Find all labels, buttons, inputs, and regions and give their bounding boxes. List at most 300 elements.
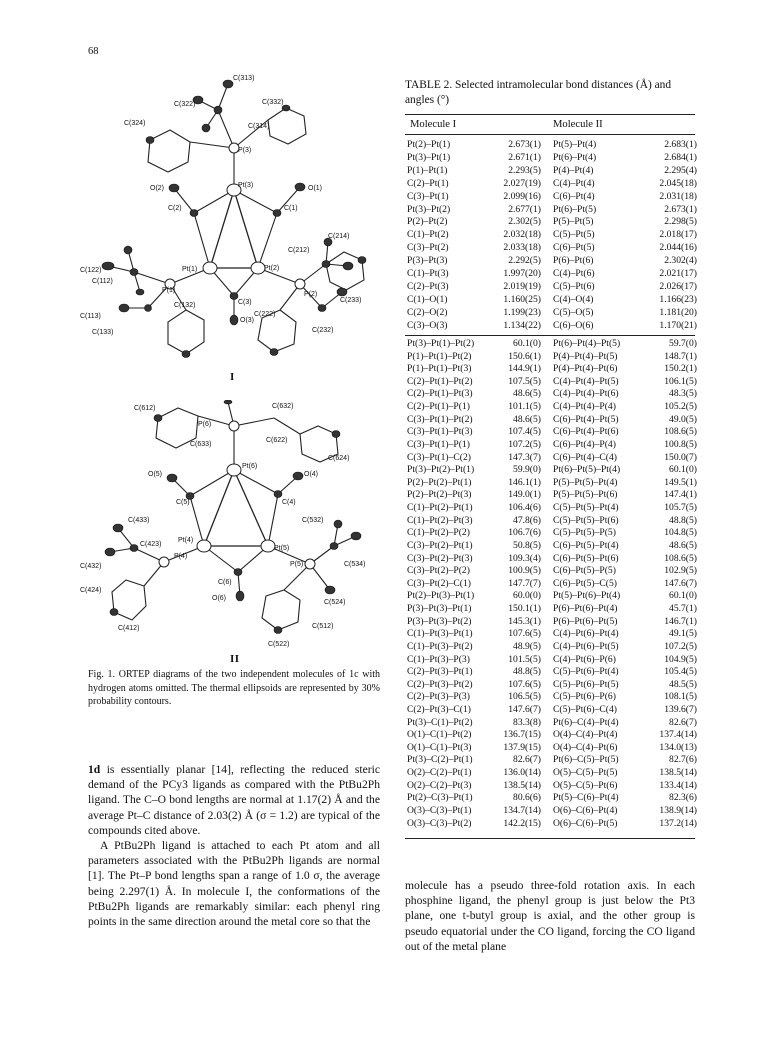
table-cell: 102.9(5) — [664, 565, 697, 577]
table-cell: 1.166(23) — [659, 293, 697, 305]
table-cell: Pt(3)–C(2)–Pt(1) — [407, 754, 473, 766]
svg-text:C(424): C(424) — [80, 587, 102, 594]
table-cell: C(2)–Pt(3) — [407, 280, 449, 292]
table-header-rule — [405, 134, 695, 135]
table-cell: 106.7(6) — [508, 527, 541, 539]
table-cell: 138.9(14) — [659, 804, 697, 816]
table-cell: 106.4(6) — [508, 502, 541, 514]
table-cell: C(6)–Pt(5)–C(5) — [553, 577, 617, 589]
svg-text:C(222): C(222) — [254, 311, 276, 318]
table-cell: 108.6(5) — [664, 552, 697, 564]
svg-text:O(4): O(4) — [304, 471, 318, 478]
table-cell: C(1)–O(1) — [407, 293, 448, 305]
table-row — [405, 527, 695, 540]
svg-text:C(522): C(522) — [268, 641, 290, 648]
table-row — [405, 654, 695, 667]
table-row — [405, 691, 695, 704]
table-cell: 101.5(5) — [508, 653, 541, 665]
table-cell: C(2)–Pt(3)–Pt(1) — [407, 666, 473, 678]
paragraph-1 — [88, 762, 380, 838]
table-cell: C(3)–Pt(2) — [407, 242, 449, 254]
table-cell: P(2)–Pt(2)–Pt(3) — [407, 489, 472, 501]
table-row — [405, 578, 695, 591]
table-row — [405, 616, 695, 629]
table-cell: 2.032(18) — [503, 229, 541, 241]
table-cell: 107.6(5) — [508, 678, 541, 690]
table-cell: O(3)–C(3)–Pt(2) — [407, 817, 472, 829]
table-cell: 2.677(1) — [508, 203, 541, 215]
table-cell: P(6)–Pt(6)–Pt(4) — [553, 603, 618, 615]
table-row — [405, 553, 695, 566]
table-cell: 136.0(14) — [503, 767, 541, 779]
table-cell: P(6)–Pt(6) — [553, 255, 594, 267]
table-cell: P(1)–Pt(1)–Pt(2) — [407, 350, 472, 362]
table-cell: Pt(3)–Pt(1)–Pt(2) — [407, 338, 475, 349]
table-cell: C(4)–Pt(4)–Pt(6) — [553, 388, 619, 400]
svg-text:C(214): C(214) — [328, 233, 350, 240]
table-section-rule — [405, 335, 695, 336]
table-row — [405, 255, 695, 268]
table-cell: 2.099(16) — [503, 190, 541, 202]
table-row — [405, 792, 695, 805]
table-cell: C(3)–Pt(1)–C(2) — [407, 451, 471, 463]
table-cell: 82.6(7) — [513, 754, 541, 766]
table-cell: C(2)–Pt(1) — [407, 177, 449, 189]
table-cell: Pt(6)–Pt(4)–Pt(5) — [553, 338, 621, 349]
table-cell: C(3)–Pt(2)–Pt(3) — [407, 552, 473, 564]
svg-text:C(112): C(112) — [92, 278, 113, 285]
table-cell: C(1)–Pt(2) — [407, 229, 449, 241]
figure-caption: Fig. 1. ORTEP diagrams of the two independent molecules of 1c with hydrogen atoms omitted. The thermal ellipsoids are represented by 30% probability contours. — [88, 669, 380, 707]
table-cell: 150.2(1) — [664, 363, 697, 375]
table-cell: C(5)–Pt(6)–C(4) — [553, 703, 617, 715]
table-row — [405, 216, 695, 229]
table-row — [405, 351, 695, 364]
table-cell: C(6)–Pt(4)–Pt(6) — [553, 426, 619, 438]
table-cell: 2.026(17) — [659, 280, 697, 292]
table-row — [405, 426, 695, 439]
table-header-molecule-2: Molecule II — [553, 119, 603, 130]
table-cell: 50.8(5) — [513, 539, 541, 551]
figure-2-label: II — [230, 653, 240, 665]
table-cell: 2.033(18) — [503, 242, 541, 254]
table-row — [405, 139, 695, 152]
table-row — [405, 641, 695, 654]
table-cell: 107.5(5) — [508, 375, 541, 387]
table-row — [405, 204, 695, 217]
table-cell: 148.7(1) — [664, 350, 697, 362]
table-cell: 60.1(0) — [669, 464, 697, 476]
table-cell: C(6)–Pt(4)–C(4) — [553, 451, 617, 463]
table-cell: C(3)–Pt(1)–Pt(3) — [407, 426, 473, 438]
table-caption: TABLE 2. Selected intramolecular bond distances (Å) and angles (°) — [405, 79, 672, 106]
table-cell: C(3)–O(3) — [407, 319, 448, 331]
table-cell: C(6)–O(6) — [553, 319, 594, 331]
table-row — [405, 666, 695, 679]
table-row — [405, 502, 695, 515]
table-cell: 48.8(5) — [513, 666, 541, 678]
table-cell: 60.1(0) — [513, 338, 541, 349]
svg-text:C(512): C(512) — [312, 623, 334, 630]
svg-text:C(122): C(122) — [80, 267, 102, 274]
table-row — [405, 414, 695, 427]
paragraph-1-text: is essentially planar [14], reflecting the reduced steric demand of the PCy3 ligands as compared with the PtBu2Ph ligand. The C–O bond lengths are normal at 1.17(2) Å and the average Pt–C distance of 2.03(2) Å (σ = 1.2) are typical of the compounds cited above. — [88, 763, 380, 837]
table-cell: 82.6(7) — [669, 716, 697, 728]
table-cell: P(5)–Pt(5)–Pt(6) — [553, 489, 618, 501]
table-cell: 80.6(6) — [513, 792, 541, 804]
table-row — [405, 178, 695, 191]
table-row — [405, 717, 695, 730]
table-cell: 2.298(5) — [664, 216, 697, 228]
table-cell: 101.1(5) — [508, 401, 541, 413]
table-cell: 60.1(0) — [669, 590, 697, 602]
svg-text:Pt(3): Pt(3) — [238, 182, 254, 189]
table-cell: C(5)–O(5) — [553, 306, 594, 318]
table-cell: C(6)–Pt(5)–Pt(6) — [553, 552, 619, 564]
table-cell: 83.3(8) — [513, 716, 541, 728]
table-cell: P(1)–Pt(1)–Pt(3) — [407, 363, 472, 375]
figure-1-label: I — [230, 371, 235, 383]
table-row — [405, 363, 695, 376]
table-cell: 2.019(19) — [503, 280, 541, 292]
table-cell: C(2)–Pt(1)–P(1) — [407, 401, 470, 413]
table-cell: P(5)–Pt(5)–Pt(4) — [553, 476, 618, 488]
svg-text:C(624): C(624) — [328, 455, 350, 462]
table-cell: C(5)–Pt(6)–Pt(5) — [553, 678, 619, 690]
table-row — [405, 376, 695, 389]
table-cell: 49.0(5) — [669, 413, 697, 425]
table-cell: 2.671(1) — [508, 151, 541, 163]
table-row — [405, 628, 695, 641]
table-cell: C(6)–Pt(5)–P(5) — [553, 565, 616, 577]
svg-text:C(622): C(622) — [266, 437, 288, 444]
table-row — [405, 191, 695, 204]
table-cell: C(5)–Pt(5)–P(5) — [553, 527, 616, 539]
svg-text:C(313): C(313) — [233, 75, 255, 82]
table-cell: 147.7(7) — [508, 577, 541, 589]
table-cell: 150.0(7) — [664, 451, 697, 463]
table-cell: C(2)–Pt(3)–Pt(2) — [407, 678, 473, 690]
table-cell: 104.8(5) — [664, 527, 697, 539]
table-row — [405, 439, 695, 452]
table-cell: 2.673(1) — [508, 139, 541, 150]
table-cell: C(3)–Pt(2)–P(2) — [407, 565, 470, 577]
table-cell: 145.3(1) — [508, 615, 541, 627]
table-cell: 146.7(1) — [664, 615, 697, 627]
table-cell: Pt(6)–C(5)–Pt(5) — [553, 754, 619, 766]
table-cell: P(6)–Pt(6)–Pt(5) — [553, 615, 618, 627]
table-cell: 134.0(13) — [659, 741, 697, 753]
table-cell: 48.9(5) — [513, 640, 541, 652]
table-cell: Pt(2)–Pt(3)–Pt(1) — [407, 590, 475, 602]
table-cell: C(1)–Pt(3)–P(3) — [407, 653, 470, 665]
table-cell: 82.3(6) — [669, 792, 697, 804]
table-cell: 45.7(1) — [669, 603, 697, 615]
table-cell: P(4)–Pt(4) — [553, 164, 594, 176]
table-cell: 48.6(5) — [669, 539, 697, 551]
table-cell: 146.1(1) — [508, 476, 541, 488]
table-cell: 1.160(25) — [503, 293, 541, 305]
svg-text:C(4): C(4) — [282, 499, 296, 506]
svg-text:C(412): C(412) — [118, 625, 140, 632]
table-cell: 147.6(7) — [664, 577, 697, 589]
table-row — [405, 281, 695, 294]
table-cell: 60.0(0) — [513, 590, 541, 602]
table-cell: 49.1(5) — [669, 628, 697, 640]
table-row — [405, 742, 695, 755]
svg-text:C(524): C(524) — [324, 599, 346, 606]
table-cell: P(2)–Pt(2) — [407, 216, 448, 228]
table-cell: 106.1(5) — [664, 375, 697, 387]
table-row — [405, 477, 695, 490]
table-cell: C(1)–Pt(3) — [407, 268, 449, 279]
table-cell: C(5)–Pt(5)–Pt(6) — [553, 514, 619, 526]
page-number: 68 — [88, 46, 99, 57]
table-cell: O(2)–C(2)–Pt(3) — [407, 779, 472, 791]
table-cell: P(3)–Pt(3)–Pt(1) — [407, 603, 472, 615]
table-row — [405, 452, 695, 465]
table-cell: Pt(3)–Pt(1) — [407, 151, 451, 163]
table-cell: 2.044(16) — [659, 242, 697, 254]
table-cell: 142.2(15) — [503, 817, 541, 829]
table-cell: C(1)–Pt(3)–Pt(1) — [407, 628, 473, 640]
table-cell: O(2)–C(2)–Pt(1) — [407, 767, 472, 779]
svg-text:P(3): P(3) — [238, 147, 252, 154]
table-row — [405, 388, 695, 401]
table-cell: 134.7(14) — [503, 804, 541, 816]
table-cell: 1.997(20) — [503, 268, 541, 279]
svg-text:O(3): O(3) — [240, 317, 254, 324]
table-cell: C(5)–Pt(6) — [553, 280, 595, 292]
svg-text:C(632): C(632) — [272, 403, 294, 410]
table-cell: 109.3(4) — [508, 552, 541, 564]
table-cell: P(3)–Pt(3) — [407, 255, 448, 267]
svg-text:O(6): O(6) — [212, 595, 226, 602]
table-cell: C(3)–Pt(1)–Pt(2) — [407, 413, 473, 425]
table-cell: 82.7(6) — [669, 754, 697, 766]
table-cell: 104.9(5) — [664, 653, 697, 665]
table-cell: 150.1(1) — [508, 603, 541, 615]
svg-text:C(633): C(633) — [190, 441, 212, 448]
table-cell: 1.181(20) — [659, 306, 697, 318]
svg-text:C(2): C(2) — [168, 205, 182, 212]
table-cell: 100.8(5) — [664, 438, 697, 450]
table-cell: C(1)–Pt(2)–Pt(1) — [407, 502, 473, 514]
svg-text:Pt(6): Pt(6) — [242, 463, 258, 470]
table-row — [405, 603, 695, 616]
table-cell: 105.2(5) — [664, 401, 697, 413]
table-cell: P(4)–Pt(4)–Pt(5) — [553, 350, 618, 362]
table-cell: 2.293(5) — [508, 164, 541, 176]
table-cell: 107.2(5) — [664, 640, 697, 652]
table-cell: 2.018(17) — [659, 229, 697, 241]
table-row — [405, 401, 695, 414]
svg-text:C(212): C(212) — [288, 247, 310, 254]
table-cell: P(4)–Pt(4)–Pt(6) — [553, 363, 618, 375]
table-cell: Pt(6)–Pt(5)–Pt(4) — [553, 464, 621, 476]
table-cell: C(2)–Pt(3)–C(1) — [407, 703, 471, 715]
svg-text:C(534): C(534) — [344, 561, 366, 568]
table-cell: 100.9(5) — [508, 565, 541, 577]
table-cell: 107.6(5) — [508, 628, 541, 640]
table-top-rule — [405, 114, 695, 115]
table-cell: O(6)–C(6)–Pt(5) — [553, 817, 618, 829]
table-cell: C(4)–Pt(4) — [553, 177, 595, 189]
svg-text:C(423): C(423) — [140, 541, 162, 548]
table-cell: 48.3(5) — [669, 388, 697, 400]
table-cell: 2.302(5) — [508, 216, 541, 228]
svg-text:C(532): C(532) — [302, 517, 324, 524]
ortep-figure-molecule-2 — [78, 400, 388, 650]
table-cell: Pt(5)–C(6)–Pt(4) — [553, 792, 619, 804]
table-cell: 147.3(7) — [508, 451, 541, 463]
svg-text:C(232): C(232) — [312, 327, 334, 334]
table-row — [405, 320, 695, 333]
table-cell: C(3)–Pt(2)–Pt(1) — [407, 539, 473, 551]
table-cell: 2.673(1) — [664, 203, 697, 215]
svg-text:C(324): C(324) — [124, 120, 146, 127]
ortep-figure-molecule-1 — [78, 70, 388, 370]
table-cell: C(3)–Pt(1) — [407, 190, 449, 202]
table-row — [405, 540, 695, 553]
table-cell: 2.027(19) — [503, 177, 541, 189]
table-cell: C(2)–Pt(3)–P(3) — [407, 691, 470, 703]
table-row — [405, 242, 695, 255]
table-cell: C(4)–O(4) — [553, 293, 594, 305]
table-row — [405, 780, 695, 793]
svg-text:O(1): O(1) — [308, 185, 322, 192]
table-row — [405, 767, 695, 780]
table-cell: C(6)–Pt(4)–P(4) — [553, 438, 616, 450]
table-cell: C(5)–Pt(5) — [553, 229, 595, 241]
table-cell: 147.4(1) — [664, 489, 697, 501]
table-cell: 1.134(22) — [503, 319, 541, 331]
table-cell: C(4)–Pt(6)–P(6) — [553, 653, 616, 665]
svg-text:C(233): C(233) — [340, 297, 362, 304]
table-row — [405, 818, 695, 831]
right-column-text: molecule has a pseudo three-fold rotation axis. In each phosphine ligand, the phenyl group is just below the Pt3 plane, one t-butyl group is axial, and the other group is pseudo equatorial under the CO ligand, forcing the CO ligand out of the metal plane — [405, 879, 695, 953]
table-cell: Pt(6)–Pt(5) — [553, 203, 597, 215]
table-cell: 59.9(0) — [513, 464, 541, 476]
table-cell: 133.4(14) — [659, 779, 697, 791]
table-cell: C(3)–Pt(2)–C(1) — [407, 577, 471, 589]
table-cell: 2.295(4) — [664, 164, 697, 176]
table-row — [405, 294, 695, 307]
svg-text:C(3): C(3) — [238, 299, 252, 306]
table-cell: Pt(2)–Pt(1) — [407, 139, 451, 150]
paragraph-2: A PtBu2Ph ligand is attached to each Pt atom and all parameters associated with the PtBu2Ph ligands are normal [1]. The Pt–P bond lengths span a range of 1.0 σ, the average being 2.297(1) Å. In molecule I, the conformations of the PtBu2Ph ligands are remarkably similar: each phenyl ring points in the same direction around the metal core so that the — [88, 839, 380, 929]
table-cell: C(1)–Pt(3)–Pt(2) — [407, 640, 473, 652]
table-row — [405, 268, 695, 281]
table-cell: 107.2(5) — [508, 438, 541, 450]
table-cell: C(2)–Pt(1)–Pt(2) — [407, 375, 473, 387]
table-cell: 150.6(1) — [508, 350, 541, 362]
table-cell: 138.5(14) — [659, 767, 697, 779]
table-cell: 47.8(6) — [513, 514, 541, 526]
table-row — [405, 754, 695, 767]
table-cell: O(1)–C(1)–Pt(2) — [407, 729, 472, 741]
table-cell: 48.8(5) — [669, 514, 697, 526]
svg-text:Pt(5): Pt(5) — [274, 545, 290, 552]
table-cell: 2.021(17) — [659, 268, 697, 279]
table-cell: 138.5(14) — [503, 779, 541, 791]
table-cell: 2.684(1) — [664, 151, 697, 163]
table-cell: Pt(5)–Pt(4) — [553, 139, 597, 150]
svg-text:Pt(2): Pt(2) — [264, 265, 280, 272]
table-cell: 136.7(15) — [503, 729, 541, 741]
svg-text:O(5): O(5) — [148, 471, 162, 478]
table-cell: 137.4(14) — [659, 729, 697, 741]
svg-text:C(432): C(432) — [80, 563, 102, 570]
table-cell: Pt(6)–Pt(4) — [553, 151, 597, 163]
table-cell: 2.302(4) — [664, 255, 697, 267]
table-cell: 48.5(5) — [669, 678, 697, 690]
table-cell: 2.683(1) — [664, 139, 697, 150]
table-cell: C(4)–Pt(6)–Pt(5) — [553, 640, 619, 652]
table-cell: 108.1(5) — [664, 691, 697, 703]
table-cell: O(5)–C(5)–Pt(6) — [553, 779, 618, 791]
table-cell: C(5)–Pt(5)–Pt(4) — [553, 502, 619, 514]
svg-text:P(4): P(4) — [174, 553, 188, 560]
svg-text:Pt(4): Pt(4) — [178, 537, 194, 544]
table-cell: O(1)–C(1)–Pt(3) — [407, 741, 472, 753]
table-cell: 59.7(0) — [669, 338, 697, 349]
table-cell: 139.6(7) — [664, 703, 697, 715]
table-cell: C(5)–Pt(6)–Pt(4) — [553, 666, 619, 678]
table-cell: O(3)–C(3)–Pt(1) — [407, 804, 472, 816]
table-cell: C(6)–Pt(4)–Pt(5) — [553, 413, 619, 425]
table-cell: Pt(3)–Pt(2) — [407, 203, 451, 215]
table-cell: C(6)–Pt(5)–Pt(4) — [553, 539, 619, 551]
table-cell: Pt(3)–C(1)–Pt(2) — [407, 716, 473, 728]
svg-text:C(314): C(314) — [248, 123, 270, 130]
table-cell: 105.4(5) — [664, 666, 697, 678]
table-row — [405, 515, 695, 528]
table-cell: C(3)–Pt(1)–P(1) — [407, 438, 470, 450]
svg-text:P(2): P(2) — [304, 291, 318, 298]
table-cell: 48.6(5) — [513, 413, 541, 425]
table-row — [405, 679, 695, 692]
table-cell: 149.5(1) — [664, 476, 697, 488]
table-cell: P(1)–Pt(1) — [407, 164, 448, 176]
table-cell: C(6)–Pt(4) — [553, 190, 595, 202]
table-cell: 137.2(14) — [659, 817, 697, 829]
svg-text:C(612): C(612) — [134, 405, 156, 412]
table-cell: Pt(2)–C(3)–Pt(1) — [407, 792, 473, 804]
table-cell: P(5)–Pt(5) — [553, 216, 594, 228]
svg-text:C(113): C(113) — [80, 313, 101, 320]
table-cell: 2.045(18) — [659, 177, 697, 189]
svg-text:C(332): C(332) — [262, 99, 284, 106]
table-cell: 137.9(15) — [503, 741, 541, 753]
table-cell: 144.9(1) — [508, 363, 541, 375]
table-row — [405, 152, 695, 165]
table-cell: C(1)–Pt(2)–P(2) — [407, 527, 470, 539]
table-cell: 107.4(5) — [508, 426, 541, 438]
svg-text:C(132): C(132) — [174, 302, 196, 309]
table-cell: 108.6(5) — [664, 426, 697, 438]
svg-text:Pt(1): Pt(1) — [182, 266, 198, 273]
svg-text:C(5): C(5) — [176, 499, 190, 506]
svg-text:C(133): C(133) — [92, 329, 114, 336]
table-cell: Pt(3)–Pt(2)–Pt(1) — [407, 464, 475, 476]
svg-text:C(1): C(1) — [284, 205, 298, 212]
table-cell: C(5)–Pt(6)–P(6) — [553, 691, 616, 703]
table-row — [405, 590, 695, 603]
table-cell: C(4)–Pt(6)–Pt(4) — [553, 628, 619, 640]
table-row — [405, 464, 695, 477]
table-cell: 149.0(1) — [508, 489, 541, 501]
